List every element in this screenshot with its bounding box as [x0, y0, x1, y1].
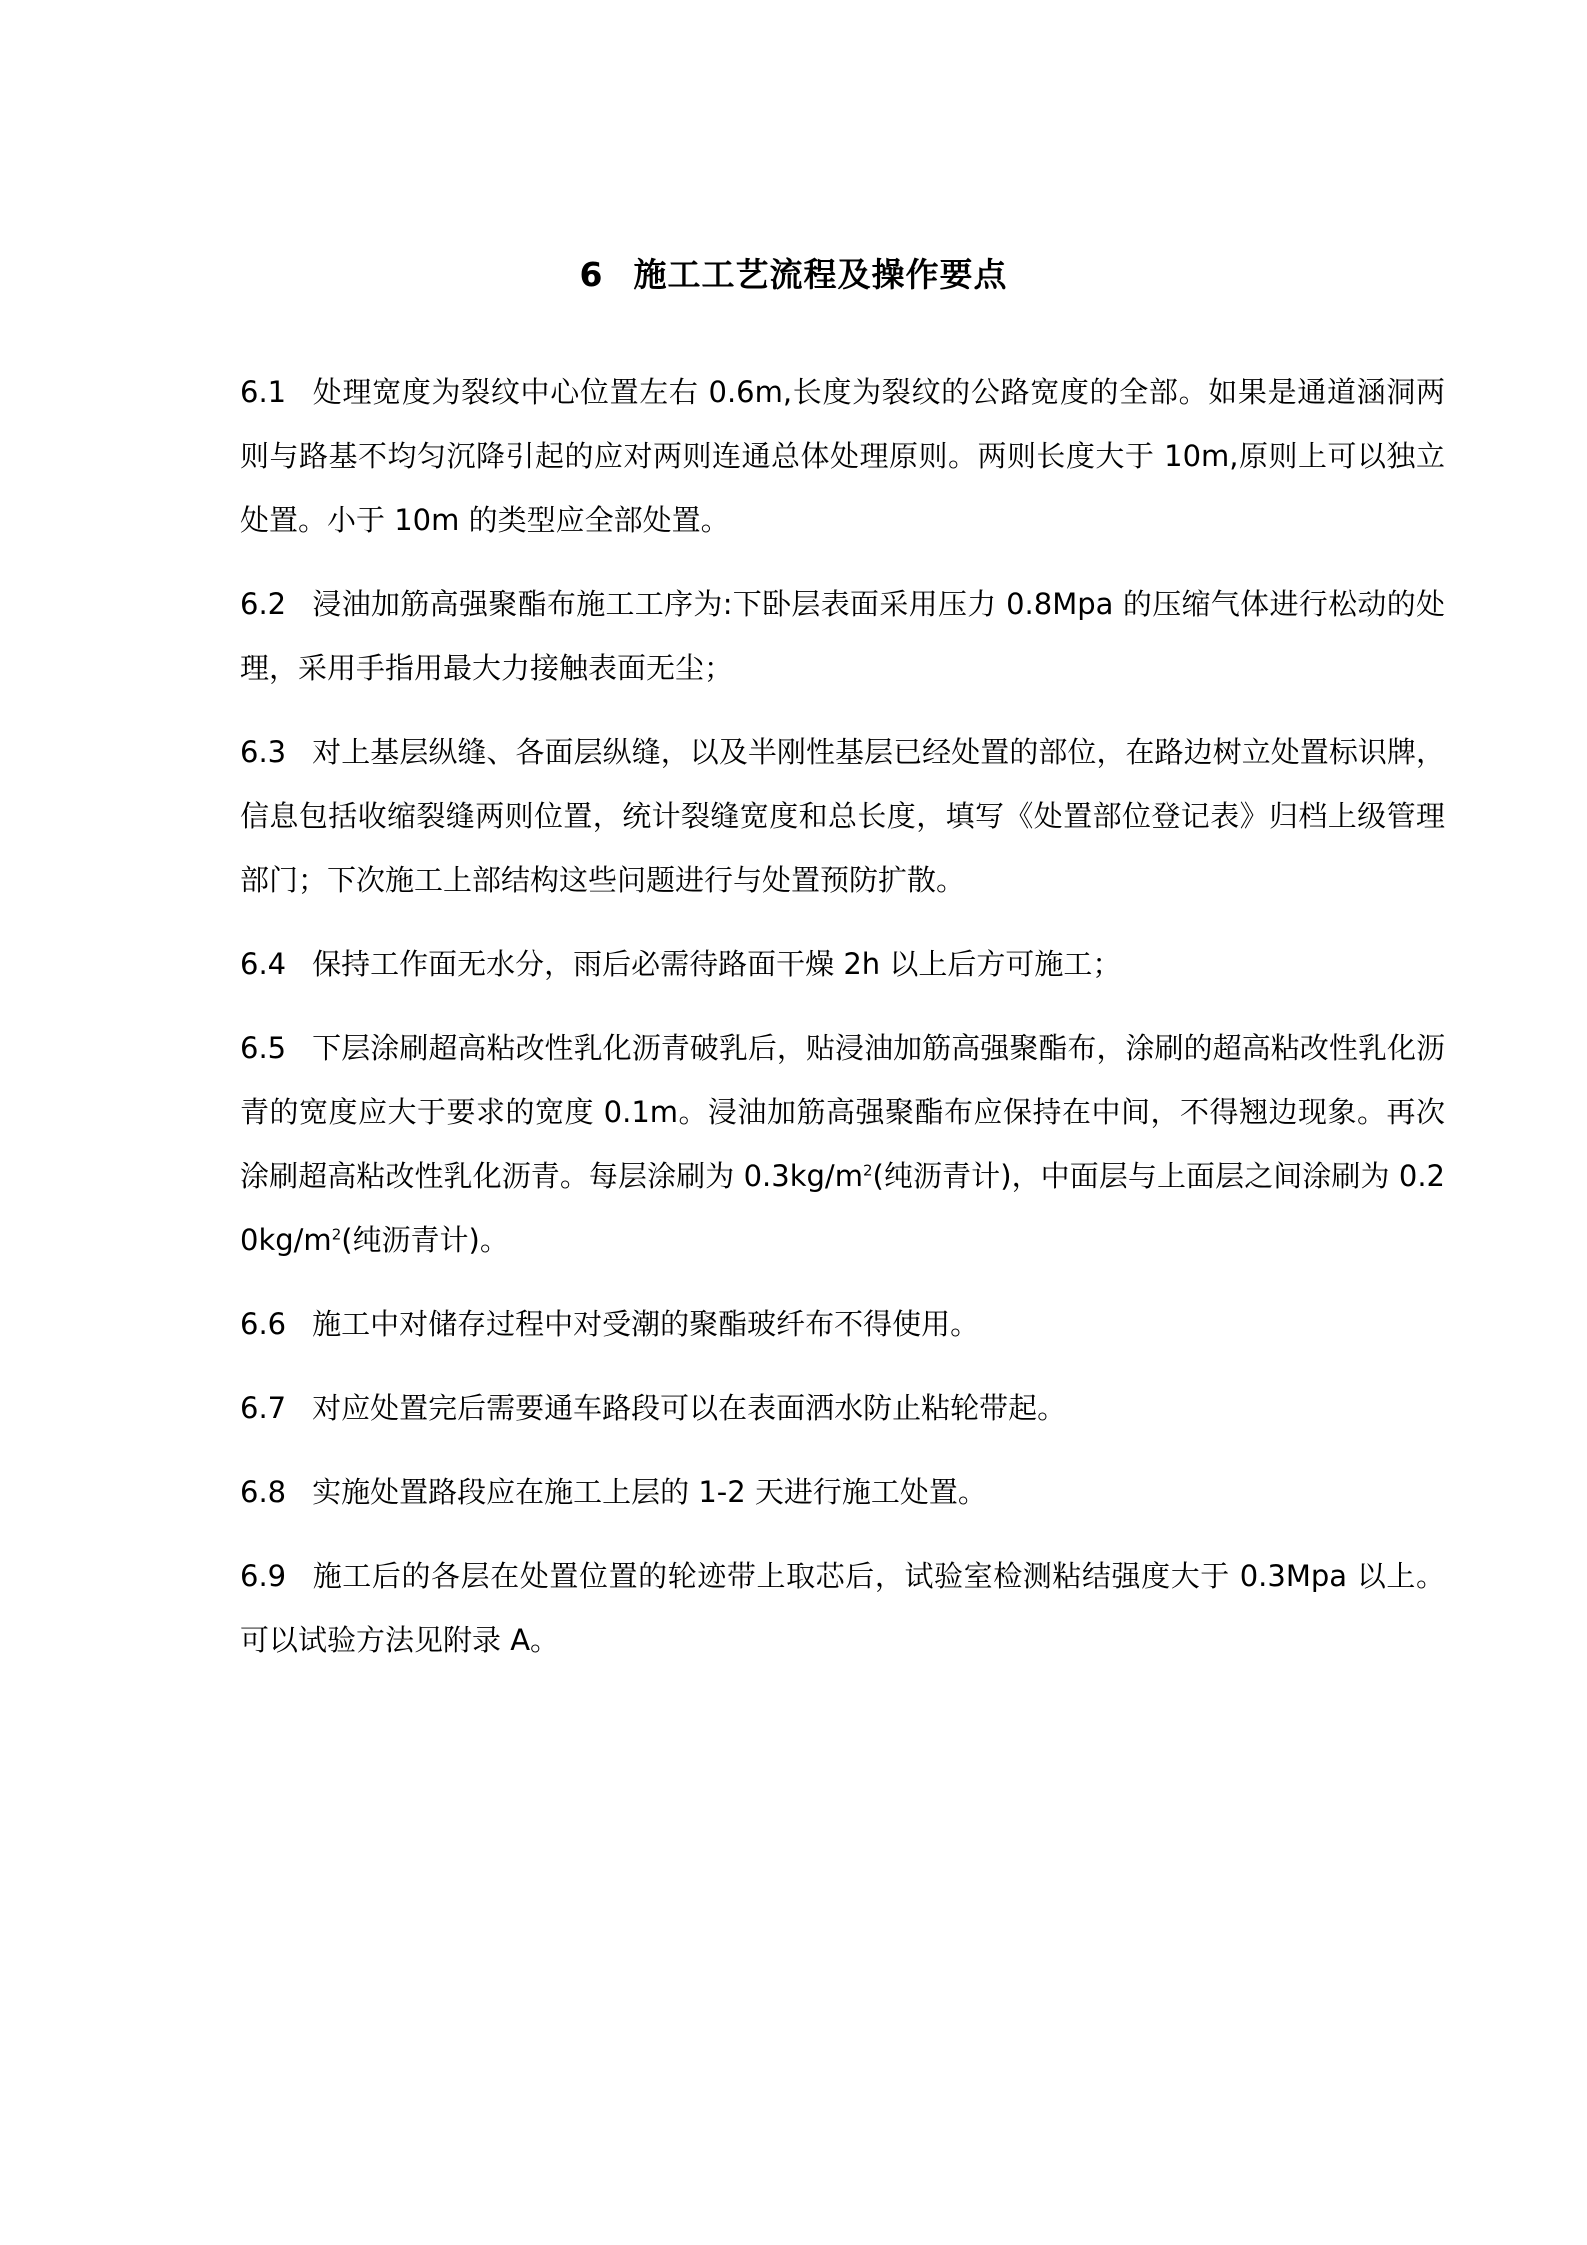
clause-text-part-b: (纯沥青计)，中面层与上面层之间涂刷为 0.20kg/m	[240, 1159, 1446, 1257]
clause-6-1	[240, 360, 1445, 552]
superscript-squared: 2	[862, 1161, 873, 1180]
clause-text: 保持工作面无水分，雨后必需待路面干燥 2h 以上后方可施工；	[312, 947, 1122, 981]
clause-text-part-a: 下层涂刷超高粘改性乳化沥青破乳后，贴浸油加筋高强聚酯布，涂刷的超高粘改性乳化沥青的宽度应大于要求的宽度 0.1m。浸油加筋高强聚酯布应保持在中间，不得翘边现象。再次涂刷超高粘改性乳化沥青。每层涂刷为 0.3kg/m	[240, 1031, 1445, 1193]
clause-list	[240, 360, 1445, 1692]
clause-6-9	[240, 1544, 1445, 1672]
clause-number: 6.4	[240, 947, 287, 981]
section-heading	[0, 250, 1587, 300]
clause-number: 6.7	[240, 1391, 287, 1425]
clause-text: 对应处置完后需要通车路段可以在表面洒水防止粘轮带起。	[312, 1391, 1067, 1425]
clause-number: 6.5	[240, 1031, 287, 1065]
clause-number: 6.3	[240, 735, 287, 769]
clause-number: 6.1	[240, 375, 287, 409]
section-title-text: 施工工艺流程及操作要点	[633, 255, 1008, 294]
clause-6-8	[240, 1460, 1445, 1524]
clause-number: 6.9	[240, 1559, 287, 1593]
clause-6-4	[240, 932, 1445, 996]
clause-6-2	[240, 572, 1445, 700]
clause-text: 施工后的各层在处置位置的轮迹带上取芯后，试验室检测粘结强度大于 0.3Mpa 以上。可以试验方法见附录 A。	[240, 1559, 1445, 1657]
clause-number: 6.8	[240, 1475, 287, 1509]
clause-6-5	[240, 1016, 1445, 1272]
clause-number: 6.6	[240, 1307, 287, 1341]
clause-6-3	[240, 720, 1445, 912]
clause-text: 处理宽度为裂纹中心位置左右 0.6m,长度为裂纹的公路宽度的全部。如果是通道涵洞两则与路基不均匀沉降引起的应对两则连通总体处理原则。两则长度大于 10m,原则上可以独立处置。小于 10m 的类型应全部处置。	[240, 375, 1445, 537]
clause-text: 浸油加筋高强聚酯布施工工序为:下卧层表面采用压力 0.8Mpa 的压缩气体进行松动的处理，采用手指用最大力接触表面无尘；	[240, 587, 1445, 685]
clause-text: 对上基层纵缝、各面层纵缝，以及半刚性基层已经处置的部位，在路边树立处置标识牌，信息包括收缩裂缝两则位置，统计裂缝宽度和总长度，填写《处置部位登记表》归档上级管理部门；下次施工上部结构这些问题进行与处置预防扩散。	[240, 735, 1445, 897]
clause-6-7	[240, 1376, 1445, 1440]
clause-number: 6.2	[240, 587, 287, 621]
section-number: 6	[579, 255, 604, 294]
clause-text: 实施处置路段应在施工上层的 1-2 天进行施工处置。	[312, 1475, 987, 1509]
clause-6-6	[240, 1292, 1445, 1356]
superscript-squared: 2	[331, 1225, 342, 1244]
clause-text-part-c: (纯沥青计)。	[341, 1223, 509, 1257]
clause-text: 施工中对储存过程中对受潮的聚酯玻纤布不得使用。	[312, 1307, 980, 1341]
